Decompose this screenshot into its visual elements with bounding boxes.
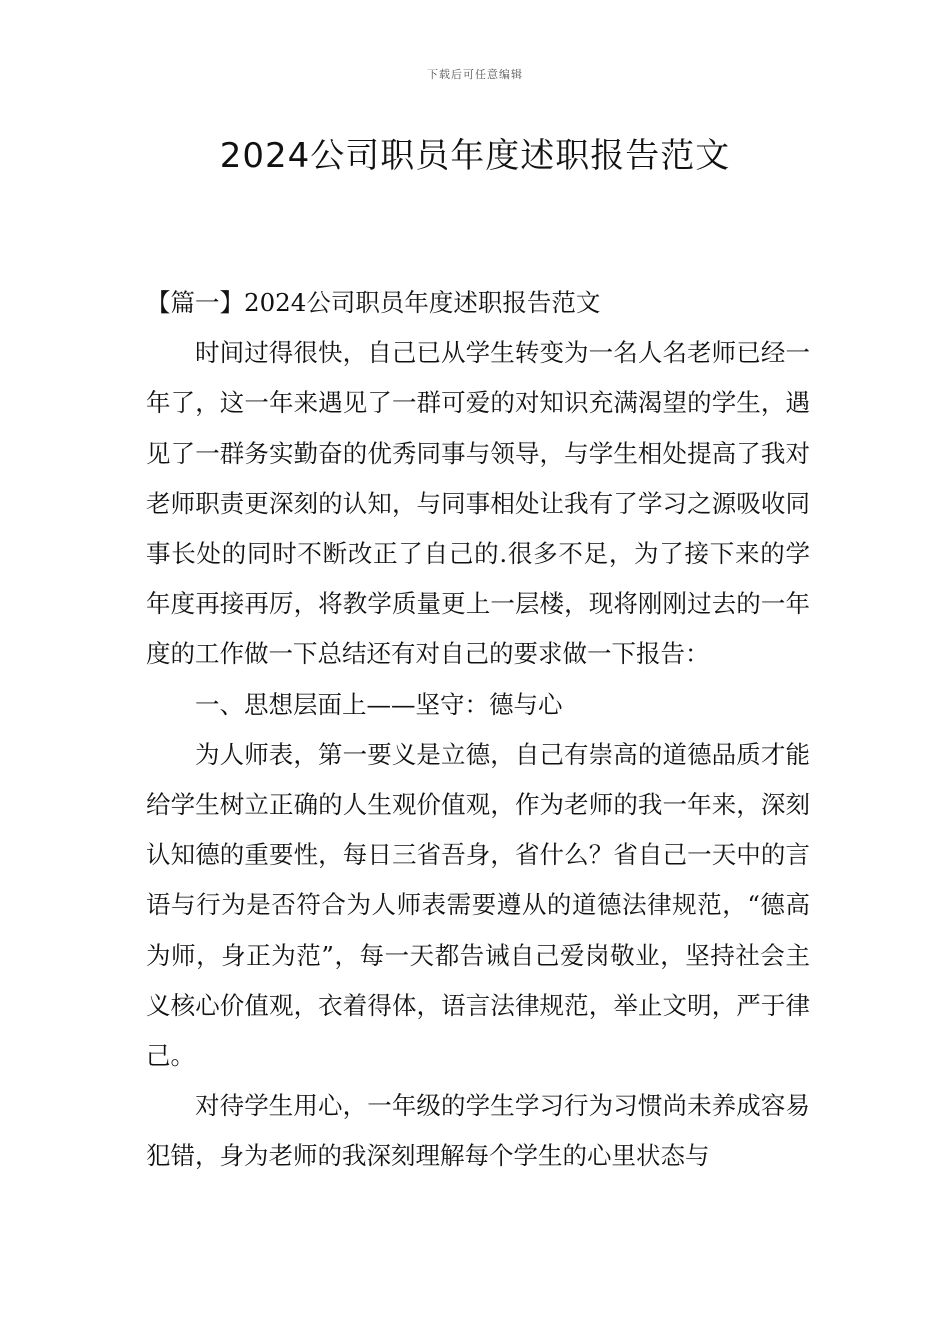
paragraph: 时间过得很快，自己已从学生转变为一名人名老师已经一年了，这一年来遇见了一群可爱的对知识充满渴望的学生，遇见了一群务实勤奋的优秀同事与领导，与学生相处提高了我对老师职责更深刻的认知，与同事相处让我有了学习之源吸收同事长处的同时不断改正了自己的.很多不足，为了接下来的学年度再接再厉，将教学质量更上一层楼，现将刚刚过去的一年度的工作做一下总结还有对自己的要求做一下报告： [146, 338, 810, 669]
document-title: 2024公司职员年度述职报告范文 [219, 136, 731, 176]
paragraph: 为人师表，第一要义是立德，自己有崇高的道德品质才能给学生树立正确的人生观价值观，作为老师的我一年来，深刻认知德的重要性，每日三省吾身，省什么？省自己一天中的言语与行为是否符合为人师表需要遵从的道德法律规范，“德高为师，身正为范”，每一天都告诫自己爱岗敬业，坚持社会主义核心价值观，衣着得体，语言法律规范，举止文明，严于律己。 [146, 739, 810, 1071]
header-note: 下载后可任意编辑 [427, 68, 523, 81]
paragraph: 对待学生用心，一年级的学生学习行为习惯尚未养成容易犯错，身为老师的我深刻理解每个学生的心里状态与 [146, 1091, 810, 1171]
section-heading: 【篇一】2024公司职员年度述职报告范文 [146, 288, 601, 317]
document-body [146, 278, 810, 1182]
subsection-heading: 一、思想层面上——坚守：德与心 [195, 689, 563, 719]
